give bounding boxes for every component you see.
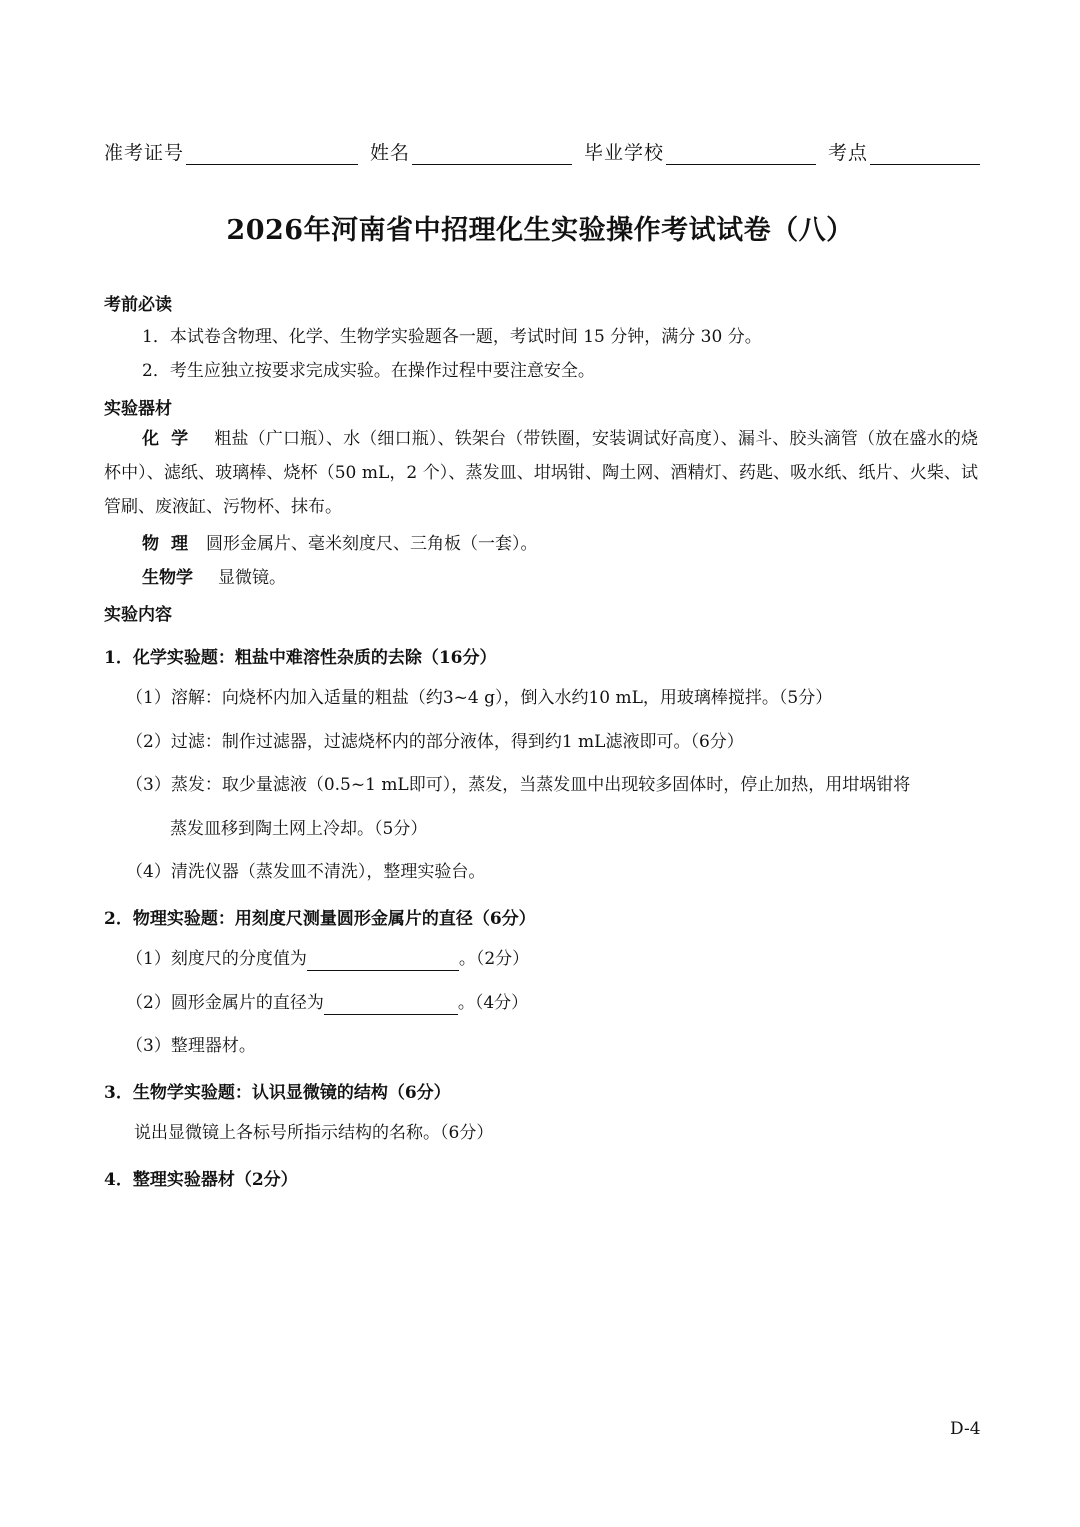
q2-step-1 <box>126 947 529 971</box>
q2-title: 2．物理实验题：用刻度尺测量圆形金属片的直径（6分） <box>104 909 536 929</box>
school-field <box>584 138 816 165</box>
q4-title: 4．整理实验器材（2分） <box>104 1170 298 1190</box>
materials-biology <box>142 566 286 590</box>
name-field <box>370 138 572 165</box>
q1-step-4: （4）清洗仪器（蒸发皿不清洗），整理实验台。 <box>126 862 486 882</box>
q1-step-1: （1）溶解：向烧杯内加入适量的粗盐（约3~4 g），倒入水约10 mL，用玻璃棒搅拌。（5分） <box>126 688 833 708</box>
physics-materials: 圆形金属片、毫米刻度尺、三角板（一套）。 <box>206 534 538 554</box>
q2-step-2-prefix: （2）圆形金属片的直径为 <box>126 993 324 1013</box>
q1-step-3-cont: 蒸发皿移到陶土网上冷却。（5分） <box>170 819 428 839</box>
biology-materials: 显微镜。 <box>218 568 286 588</box>
division-value-blank[interactable] <box>307 950 459 971</box>
q2-step-1-prefix: （1）刻度尺的分度值为 <box>126 949 307 969</box>
name-blank[interactable] <box>412 142 572 165</box>
school-label: 毕业学校 <box>584 142 665 164</box>
biology-label: 生物学 <box>142 568 193 588</box>
exam-id-field <box>104 138 358 165</box>
q3-title: 3．生物学实验题：认识显微镜的结构（6分） <box>104 1083 451 1103</box>
q3-text: 说出显微镜上各标号所指示结构的名称。（6分） <box>134 1123 494 1143</box>
exam-id-blank[interactable] <box>186 142 358 165</box>
page-number: D-4 <box>950 1419 981 1439</box>
q2-step-2-suffix: 。（4分） <box>457 993 529 1013</box>
chemistry-label: 化学 <box>142 429 201 449</box>
exam-id-label: 准考证号 <box>104 142 185 164</box>
q1-title: 1．化学实验题：粗盐中难溶性杂质的去除（16分） <box>104 648 497 668</box>
materials-physics <box>142 532 538 556</box>
notice-item-2: 2．考生应独立按要求完成实验。在操作过程中要注意安全。 <box>142 361 595 381</box>
notice-item-1: 1．本试卷含物理、化学、生物学实验题各一题，考试时间 15 分钟，满分 30 分。 <box>142 327 762 347</box>
diameter-blank[interactable] <box>324 994 458 1015</box>
materials-chemistry <box>104 422 978 524</box>
content-heading: 实验内容 <box>104 605 172 625</box>
chemistry-materials: 粗盐（广口瓶）、水（细口瓶）、铁架台（带铁圈，安装调试好高度）、漏斗、胶头滴管（放在盛水的烧杯中）、滤纸、玻璃棒、烧杯（50 mL，2 个）、蒸发皿、坩埚钳、陶土网、酒精灯、药匙、吸水纸、纸片、火柴、试管刷、废液缸、污物杯、抹布。 <box>104 429 979 517</box>
q2-step-3: （3）整理器材。 <box>126 1036 256 1056</box>
site-label: 考点 <box>828 142 869 164</box>
q1-step-2: （2）过滤：制作过滤器，过滤烧杯内的部分液体，得到约1 mL滤液即可。（6分） <box>126 732 744 752</box>
q2-step-1-suffix: 。（2分） <box>458 949 530 969</box>
exam-title: 2026年河南省中招理化生实验操作考试试卷（八） <box>226 215 854 246</box>
exam-site-field <box>828 138 980 165</box>
candidate-info-row <box>104 138 978 165</box>
notice-heading: 考前必读 <box>104 295 172 315</box>
physics-label: 物理 <box>142 534 200 554</box>
q1-step-3: （3）蒸发：取少量滤液（0.5~1 mL即可），蒸发，当蒸发皿中出现较多固体时，停止加热，用坩埚钳将 <box>126 775 911 795</box>
site-blank[interactable] <box>870 142 980 165</box>
school-blank[interactable] <box>666 142 816 165</box>
q2-step-2 <box>126 991 528 1015</box>
materials-heading: 实验器材 <box>104 399 172 419</box>
name-label: 姓名 <box>370 142 411 164</box>
